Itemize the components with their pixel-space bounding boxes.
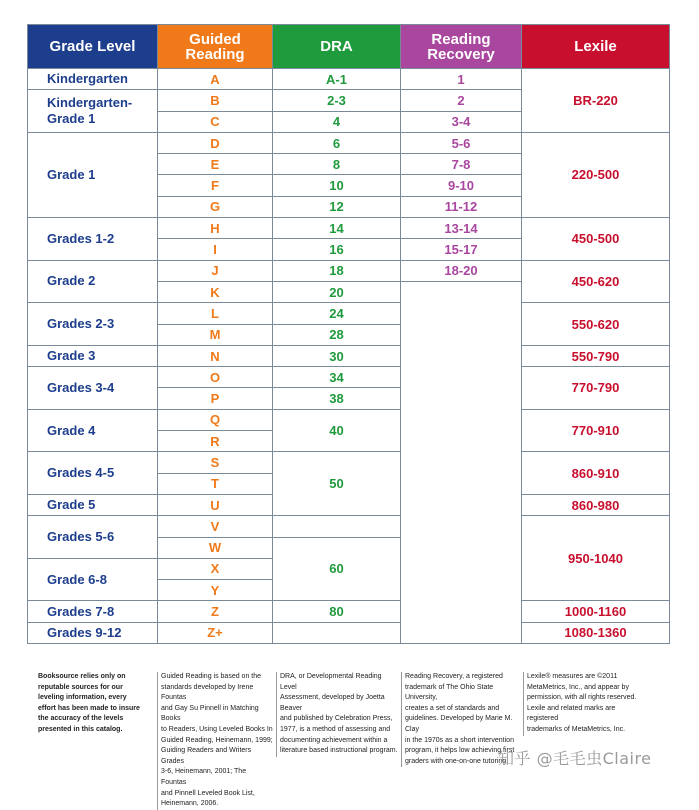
- reading-recovery-cell: 1: [401, 69, 522, 90]
- dra-cell: 24: [273, 303, 401, 324]
- dra-cell: 30: [273, 345, 401, 366]
- grade-level-cell: Grade 1: [28, 132, 158, 217]
- guided-reading-cell: K: [158, 281, 273, 302]
- dra-cell: 60: [273, 537, 401, 601]
- dra-cell: 6: [273, 132, 401, 153]
- lexile-cell: 860-980: [522, 494, 670, 515]
- dra-cell: 50: [273, 452, 401, 516]
- guided-reading-cell: Y: [158, 580, 273, 601]
- footnote-booksource-text: Booksource relies only on reputable sources for our leveling information, every effort has been made to insure the accuracy of the levels presented in this catalog.: [38, 673, 140, 733]
- footnote-dra: [276, 672, 398, 757]
- grade-level-cell: Grades 3-4: [28, 367, 158, 410]
- watermark: 知乎 @毛毛虫Claire: [498, 749, 652, 768]
- grade-level-cell: Grade 2: [28, 260, 158, 303]
- grade-level-cell: Kindergarten- Grade 1: [28, 90, 158, 133]
- reading-recovery-cell: 7-8: [401, 154, 522, 175]
- dra-cell: 34: [273, 367, 401, 388]
- reading-recovery-cell: 18-20: [401, 260, 522, 281]
- dra-cell: 28: [273, 324, 401, 345]
- dra-cell: 8: [273, 154, 401, 175]
- table-row: [28, 516, 670, 537]
- reading-recovery-cell: 13-14: [401, 218, 522, 239]
- lexile-cell: 950-1040: [522, 516, 670, 601]
- guided-reading-cell: L: [158, 303, 273, 324]
- footnote-dra-text: DRA, or Developmental Reading Level Assessment, developed by Joetta Beaver and published by Celebration Press, 1977, is a method of assessing and documenting achievement within a literature based instructional program.: [280, 673, 398, 755]
- grade-level-cell: Grades 5-6: [28, 516, 158, 559]
- dra-cell: 2-3: [273, 90, 401, 111]
- reading-recovery-cell: 15-17: [401, 239, 522, 260]
- guided-reading-cell: U: [158, 494, 273, 515]
- header-dra: DRA: [273, 25, 401, 69]
- guided-reading-cell: T: [158, 473, 273, 494]
- dra-cell: 38: [273, 388, 401, 409]
- reading-recovery-cell: 5-6: [401, 132, 522, 153]
- reading-level-chart: [27, 24, 670, 644]
- guided-reading-cell: I: [158, 239, 273, 260]
- dra-cell: 12: [273, 196, 401, 217]
- guided-reading-cell: A: [158, 69, 273, 90]
- lexile-cell: 770-910: [522, 409, 670, 452]
- dra-cell: 80: [273, 601, 401, 622]
- guided-reading-cell: H: [158, 218, 273, 239]
- grade-level-cell: Kindergarten: [28, 69, 158, 90]
- lexile-cell: 1000-1160: [522, 601, 670, 622]
- grade-level-cell: Grade 5: [28, 494, 158, 515]
- guided-reading-cell: F: [158, 175, 273, 196]
- guided-reading-cell: P: [158, 388, 273, 409]
- dra-cell: 18: [273, 260, 401, 281]
- guided-reading-cell: E: [158, 154, 273, 175]
- footnote-lexile-text: Lexile® measures are ©2011 MetaMetrics, Inc., and appear by permission, with all rights reserved. Lexile and related marks are registered trademarks of MetaMetrics, Inc.: [527, 673, 637, 733]
- lexile-cell: 770-790: [522, 367, 670, 410]
- dra-cell: 4: [273, 111, 401, 132]
- table-row: [28, 303, 670, 324]
- dra-cell: 40: [273, 409, 401, 452]
- guided-reading-cell: Z: [158, 601, 273, 622]
- dra-cell: A-1: [273, 69, 401, 90]
- guided-reading-cell: V: [158, 516, 273, 537]
- guided-reading-cell: Z+: [158, 622, 273, 643]
- grade-level-cell: Grades 9-12: [28, 622, 158, 643]
- table-row: [28, 452, 670, 473]
- lexile-cell: 220-500: [522, 132, 670, 217]
- dra-cell: 14: [273, 218, 401, 239]
- footnote-guided-reading: [157, 672, 273, 810]
- lexile-cell: 1080-1360: [522, 622, 670, 643]
- dra-empty: [273, 516, 401, 537]
- table-row: [28, 409, 670, 430]
- lexile-cell: 550-620: [522, 303, 670, 346]
- guided-reading-cell: R: [158, 431, 273, 452]
- table-row: [28, 622, 670, 643]
- grade-level-cell: Grades 4-5: [28, 452, 158, 495]
- lexile-cell: BR-220: [522, 69, 670, 133]
- dra-cell: 10: [273, 175, 401, 196]
- grade-level-cell: Grades 1-2: [28, 218, 158, 261]
- header-grade-level: Grade Level: [28, 25, 158, 69]
- grade-level-cell: Grade 6-8: [28, 558, 158, 601]
- header-guided-reading: Guided Reading: [158, 25, 273, 69]
- grade-level-cell: Grade 4: [28, 409, 158, 452]
- lexile-cell: 450-500: [522, 218, 670, 261]
- table-row: [28, 260, 670, 281]
- reading-recovery-cell: 3-4: [401, 111, 522, 132]
- dra-cell: 16: [273, 239, 401, 260]
- table-row: [28, 69, 670, 90]
- guided-reading-cell: W: [158, 537, 273, 558]
- table-row: [28, 132, 670, 153]
- header-reading-recovery: Reading Recovery: [401, 25, 522, 69]
- guided-reading-cell: S: [158, 452, 273, 473]
- lexile-cell: 450-620: [522, 260, 670, 303]
- reading-recovery-empty: [401, 281, 522, 643]
- header-lexile: Lexile: [522, 25, 670, 69]
- footnote-lexile: [523, 672, 645, 736]
- reading-recovery-cell: 9-10: [401, 175, 522, 196]
- guided-reading-cell: M: [158, 324, 273, 345]
- lexile-cell: 860-910: [522, 452, 670, 495]
- guided-reading-cell: G: [158, 196, 273, 217]
- reading-recovery-cell: 2: [401, 90, 522, 111]
- grade-level-cell: Grades 2-3: [28, 303, 158, 346]
- grade-level-cell: Grades 7-8: [28, 601, 158, 622]
- footnote-guided-reading-text: Guided Reading is based on the standards developed by Irene Fountas and Gay Su Pinnell in Matching Books to Readers, Using Leveled Books In Guided Reading, Heinemann, 1999; Guiding Readers and Writers Grades 3-6, Heinemann, 2001; The Fountas and Pinnell Leveled Book List, Heinemann, 2006.: [161, 673, 273, 808]
- grade-level-cell: Grade 3: [28, 345, 158, 366]
- table-row: [28, 601, 670, 622]
- guided-reading-cell: C: [158, 111, 273, 132]
- dra-cell: 20: [273, 281, 401, 302]
- guided-reading-cell: D: [158, 132, 273, 153]
- table-row: [28, 367, 670, 388]
- footnote-booksource: [38, 672, 150, 736]
- header-row: [28, 25, 670, 69]
- guided-reading-cell: N: [158, 345, 273, 366]
- table-row: [28, 345, 670, 366]
- guided-reading-cell: Q: [158, 409, 273, 430]
- lexile-cell: 550-790: [522, 345, 670, 366]
- dra-empty: [273, 622, 401, 643]
- table-row: [28, 218, 670, 239]
- footnote-reading-recovery-text: Reading Recovery, a registered trademark of The Ohio State University, creates a set of standards and guidelines. Developed by Marie M. Clay in the 1970s as a short intervention program, it helps low achieving first graders with one-on-one tutoring.: [405, 673, 515, 765]
- reading-recovery-cell: 11-12: [401, 196, 522, 217]
- guided-reading-cell: O: [158, 367, 273, 388]
- guided-reading-cell: J: [158, 260, 273, 281]
- guided-reading-cell: X: [158, 558, 273, 579]
- guided-reading-cell: B: [158, 90, 273, 111]
